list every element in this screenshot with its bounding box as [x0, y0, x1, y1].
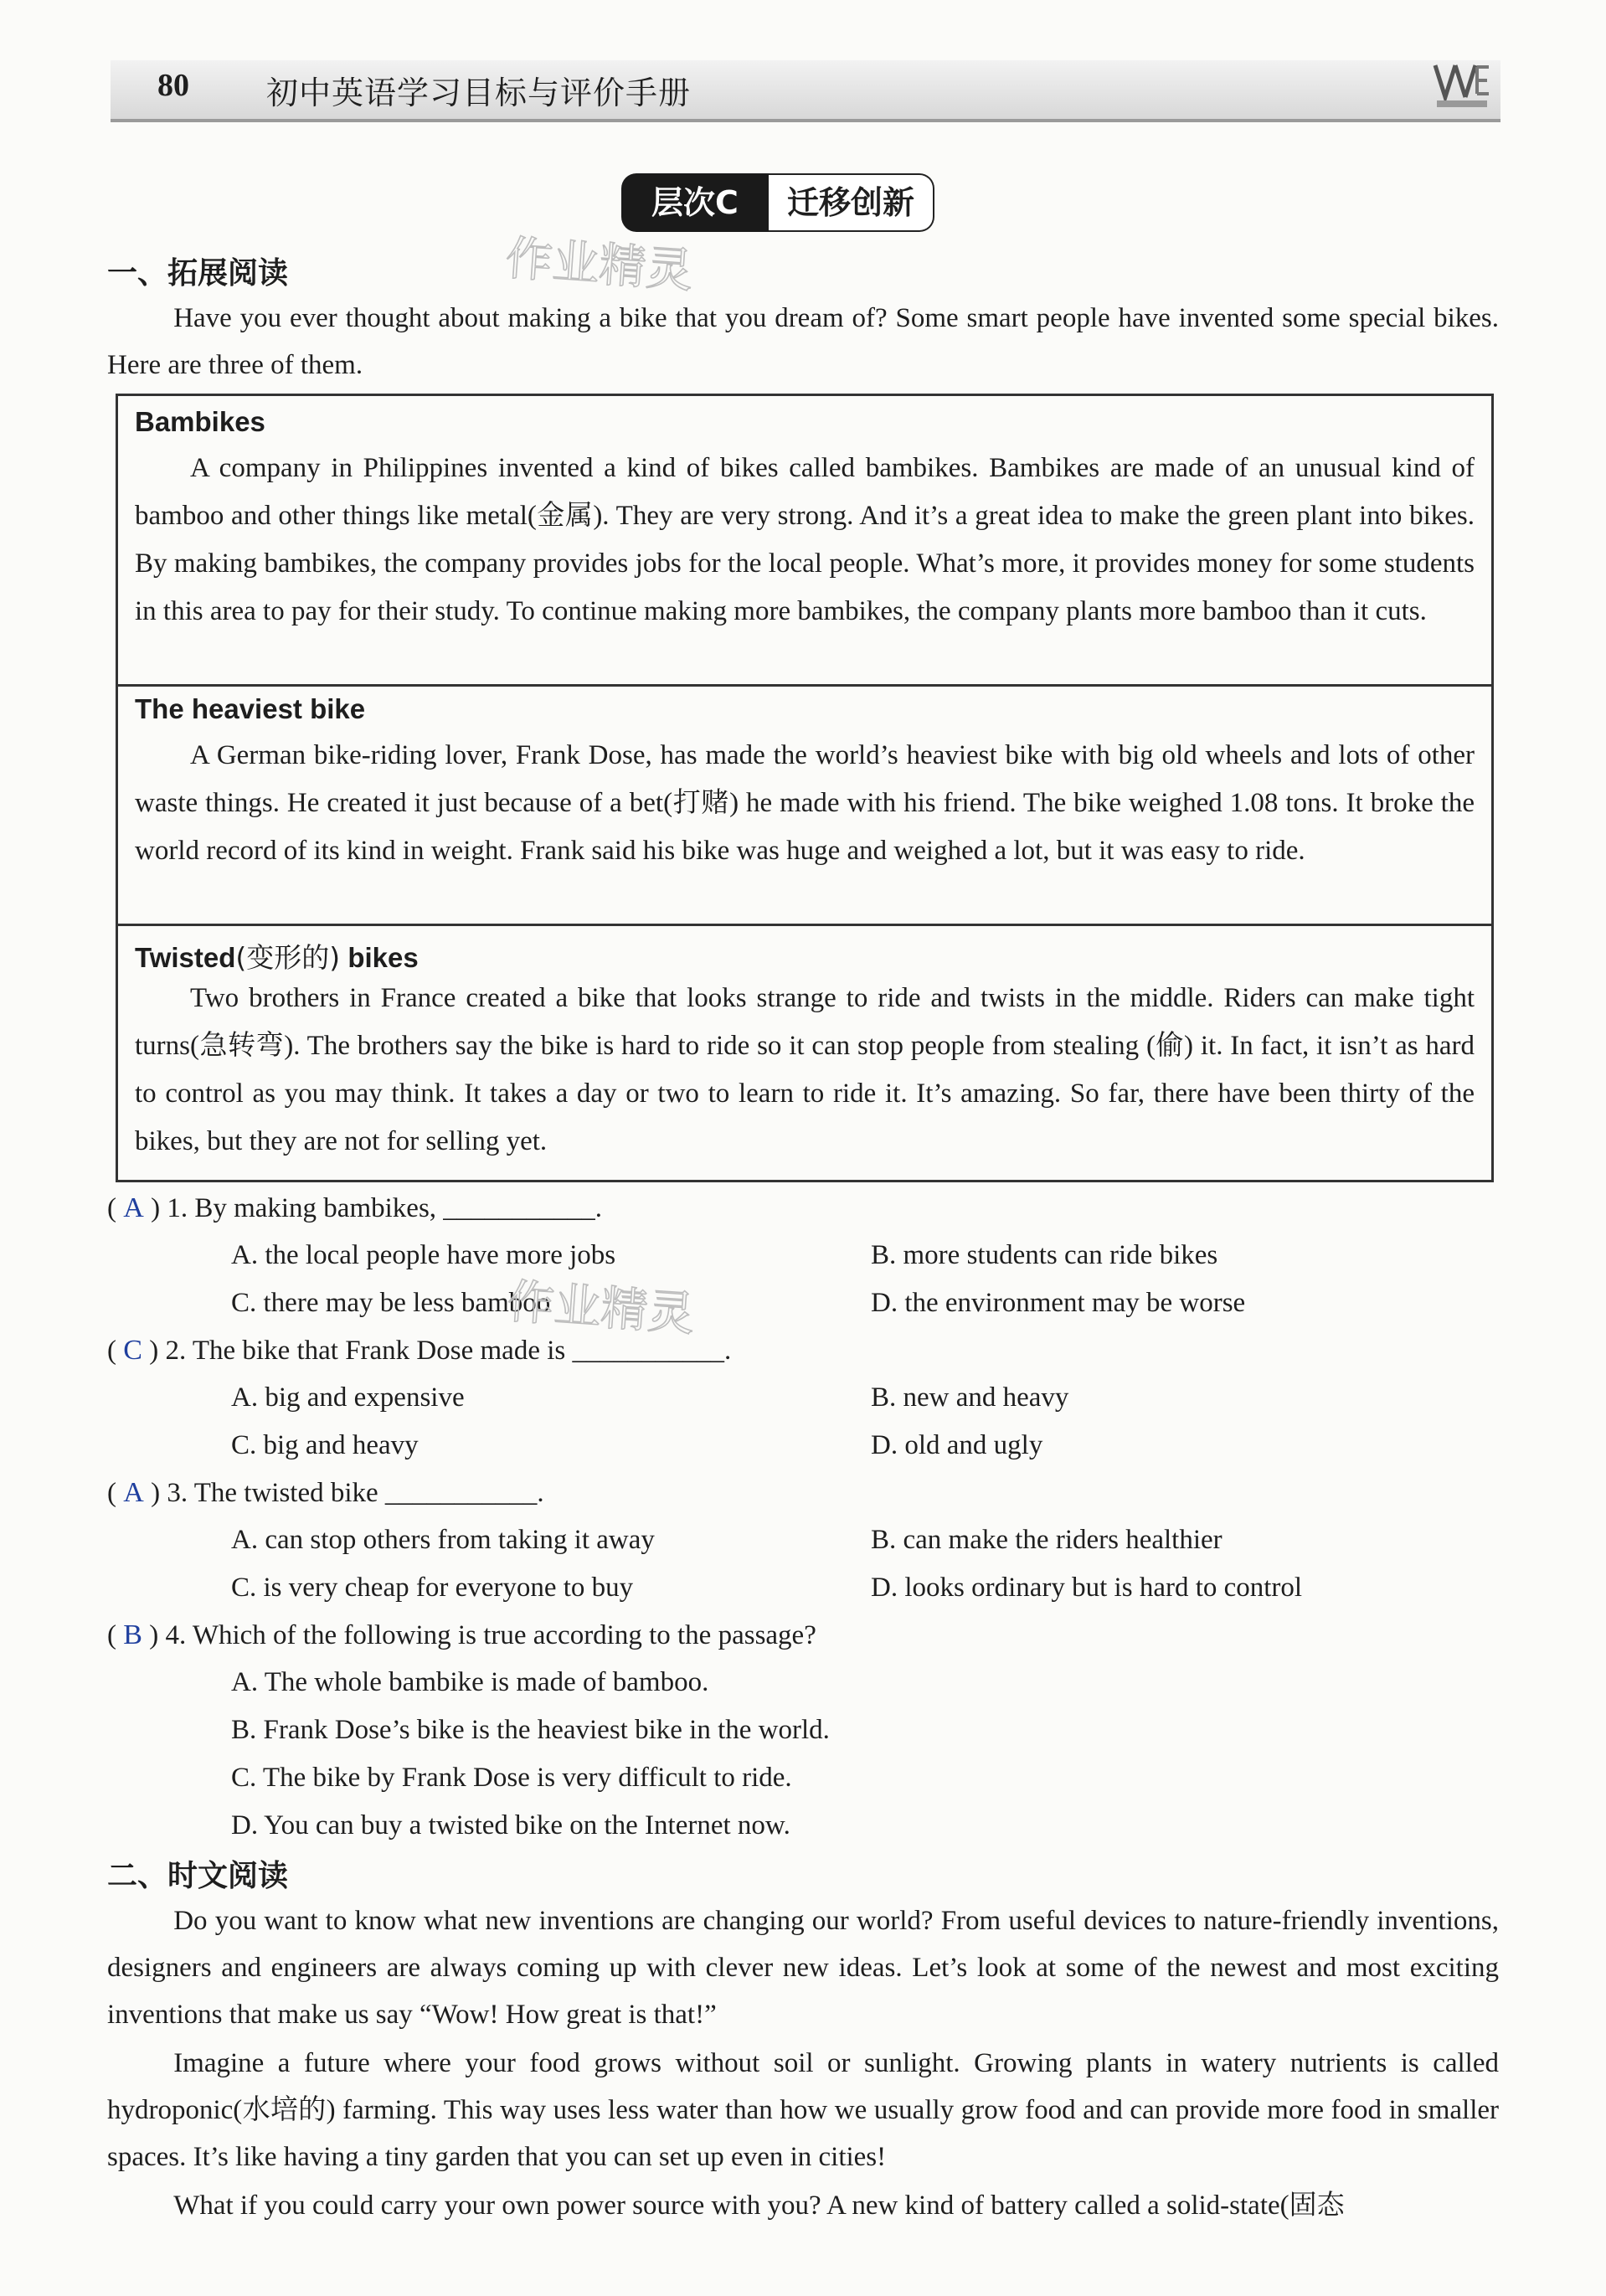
option-1b: B. more students can ride bikes [871, 1240, 1218, 1270]
section2-paragraph-1: Do you want to know what new inventions are changing our world? From useful devices to nature-friendly inventions, designers and engineers are always coming up with clever new ideas. Let’s look at some of the newest and most exciting inventions that make us say “Wow! How great is that!” [107, 1906, 1499, 2030]
answer-1: A [123, 1192, 144, 1223]
question-1-stem: 1. By making bambikes, ___________. [167, 1193, 603, 1223]
watermark-2: 作业精灵 [505, 1274, 697, 1342]
option-2c: C. big and heavy [231, 1430, 419, 1460]
question-3: ( A ) 3. The twisted bike ___________. [107, 1477, 544, 1508]
publisher-logo-icon [1432, 59, 1490, 111]
box-body-twisted: Two brothers in France created a bike that looks strange to ride and twists in the middle. Riders can make tight turns(急转弯). The brothers say the bike is hard to ride so it can stop people from stealing (偷) it. In fact, it isn’t as hard to control as you may think. It takes a day or two to learn to ride it. It’s amazing. So far, there have been thirty of the bikes, but they are not for selling yet. [135, 983, 1475, 1156]
box-title-bambikes: Bambikes [135, 406, 265, 437]
option-4b: B. Frank Dose’s bike is the heaviest bike in the world. [231, 1715, 830, 1745]
box-title-twisted-bold2: bikes [340, 942, 419, 973]
box-body-heaviest: A German bike-riding lover, Frank Dose, has made the world’s heaviest bike with big old wheels and lots of other waste things. He created it just because of a bet(打赌) he made with his friend. The bike weighed 1.08 tons. It broke the world record of its kind in weight. Frank said his bike was huge and weighed a lot, but it was easy to ride. [135, 740, 1475, 866]
reading-box [116, 394, 1494, 1182]
option-2b: B. new and heavy [871, 1382, 1069, 1413]
section2-paragraph-2: Imagine a future where your food grows without soil or sunlight. Growing plants in watery nutrients is called hydroponic(水培的) farming. This way uses less water than how we usually grow food and can provide more food in smaller spaces. It’s like having a tiny garden that you can set up even in cities! [107, 2048, 1499, 2172]
section2-paragraph-3: What if you could carry your own power source with you? A new kind of battery called a solid-state(固态 [173, 2190, 1345, 2221]
section1-intro: Have you ever thought about making a bike that you dream of? Some smart people have invented some special bikes. Here are three of them. [107, 303, 1499, 380]
answer-2: C [123, 1335, 142, 1366]
option-2a: A. big and expensive [231, 1382, 465, 1413]
answer-4: B [123, 1619, 142, 1650]
answer-3: A [123, 1477, 144, 1508]
option-4c: C. The bike by Frank Dose is very difficult to ride. [231, 1763, 792, 1793]
option-3d: D. looks ordinary but is hard to control [871, 1573, 1303, 1603]
box-section-heaviest [118, 684, 1491, 926]
option-4a: A. The whole bambike is made of bamboo. [231, 1667, 709, 1697]
option-3b: B. can make the riders healthier [871, 1525, 1223, 1555]
section1-heading: 一、拓展阅读 [107, 256, 289, 291]
box-section-twisted [118, 924, 1491, 1182]
option-3a: A. can stop others from taking it away [231, 1525, 655, 1555]
box-body-bambikes: A company in Philippines invented a kind of bikes called bambikes. Bambikes are made of an unusual kind of bamboo and other things like metal(金属). They are very strong. And it’s a great idea to make the green plant into bikes. By making bambikes, the company provides jobs for the local people. What’s more, it provides money for some students in this area to pay for their study. To continue making more bambikes, the company plants more bamboo than it cuts. [135, 453, 1475, 626]
box-title-heaviest: The heaviest bike [135, 693, 366, 724]
watermark: 作业精灵 [503, 231, 695, 299]
option-4d: D. You can buy a twisted bike on the Internet now. [231, 1810, 790, 1840]
box-title-twisted-gloss: (变形的) [235, 941, 341, 974]
level-name: 迁移创新 [769, 173, 934, 232]
question-4-stem: 4. Which of the following is true according to the passage? [165, 1620, 816, 1650]
question-1: ( A ) 1. By making bambikes, ___________. [107, 1192, 603, 1223]
box-title-twisted [135, 936, 419, 976]
question-4: ( B ) 4. Which of the following is true according to the passage? [107, 1619, 816, 1650]
box-section-bambikes [118, 396, 1491, 684]
option-1d: D. the environment may be worse [871, 1288, 1246, 1318]
question-3-stem: 3. The twisted bike ___________. [167, 1478, 544, 1508]
option-2d: D. old and ugly [871, 1430, 1043, 1460]
question-2: ( C ) 2. The bike that Frank Dose made is ___________. [107, 1335, 732, 1366]
box-title-twisted-bold1: Twisted [135, 942, 236, 973]
section2-heading: 二、时文阅读 [107, 1859, 289, 1893]
question-2-stem: 2. The bike that Frank Dose made is ___________. [165, 1336, 732, 1366]
option-3c: C. is very cheap for everyone to buy [231, 1573, 634, 1603]
page-number: 80 [157, 68, 189, 103]
level-badge: 层次C [621, 173, 769, 232]
option-1a: A. the local people have more jobs [231, 1240, 616, 1270]
book-title: 初中英语学习目标与评价手册 [266, 75, 692, 111]
option-1c: C. there may be less bamboo [231, 1288, 551, 1318]
